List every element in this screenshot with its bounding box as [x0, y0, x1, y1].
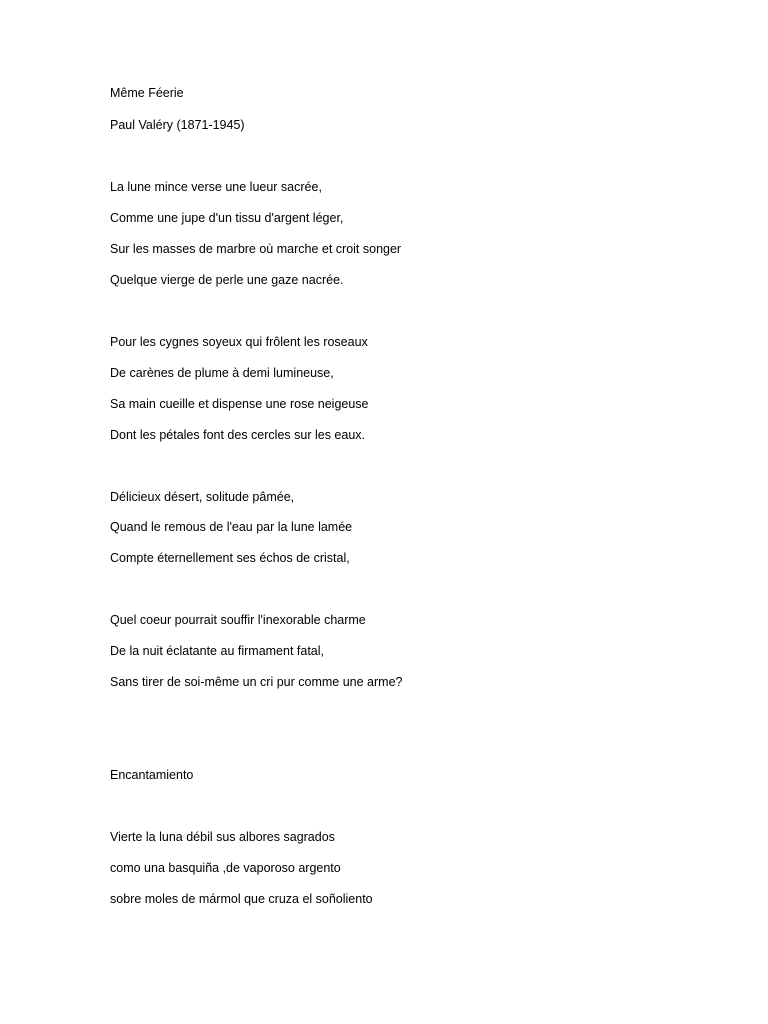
poem-title: Encantamiento: [110, 768, 194, 782]
verse-line: Quel coeur pourrait souffir l'inexorable charme: [110, 613, 366, 627]
verse-line: Sur les masses de marbre où marche et croit songer: [110, 242, 402, 256]
verse-line: como una basquiña ,de vaporoso argento: [110, 861, 341, 875]
verse-line: Quelque vierge de perle une gaze nacrée.: [110, 273, 344, 287]
verse-line: Délicieux désert, solitude pâmée,: [110, 490, 295, 504]
verse-line: Sa main cueille et dispense une rose neigeuse: [110, 397, 369, 411]
verse-line: Dont les pétales font des cercles sur les eaux.: [110, 428, 365, 442]
verse-line: sobre moles de mármol que cruza el soñoliento: [110, 892, 373, 906]
verse-line: De la nuit éclatante au firmament fatal,: [110, 644, 325, 658]
verse-line: La lune mince verse une lueur sacrée,: [110, 180, 322, 194]
verse-line: Sans tirer de soi-même un cri pur comme une arme?: [110, 675, 403, 689]
verse-line: Quand le remous de l'eau par la lune lamée: [110, 520, 353, 534]
poem-title: Même Féerie: [110, 86, 184, 100]
verse-line: De carènes de plume à demi lumineuse,: [110, 366, 334, 380]
verse-line: Pour les cygnes soyeux qui frôlent les roseaux: [110, 335, 368, 349]
verse-line: Comme une jupe d'un tissu d'argent léger,: [110, 211, 344, 225]
verse-line: Compte éternellement ses échos de cristal,: [110, 551, 350, 565]
verse-line: Vierte la luna débil sus albores sagrados: [110, 830, 335, 844]
poem-author: Paul Valéry (1871-1945): [110, 118, 245, 132]
